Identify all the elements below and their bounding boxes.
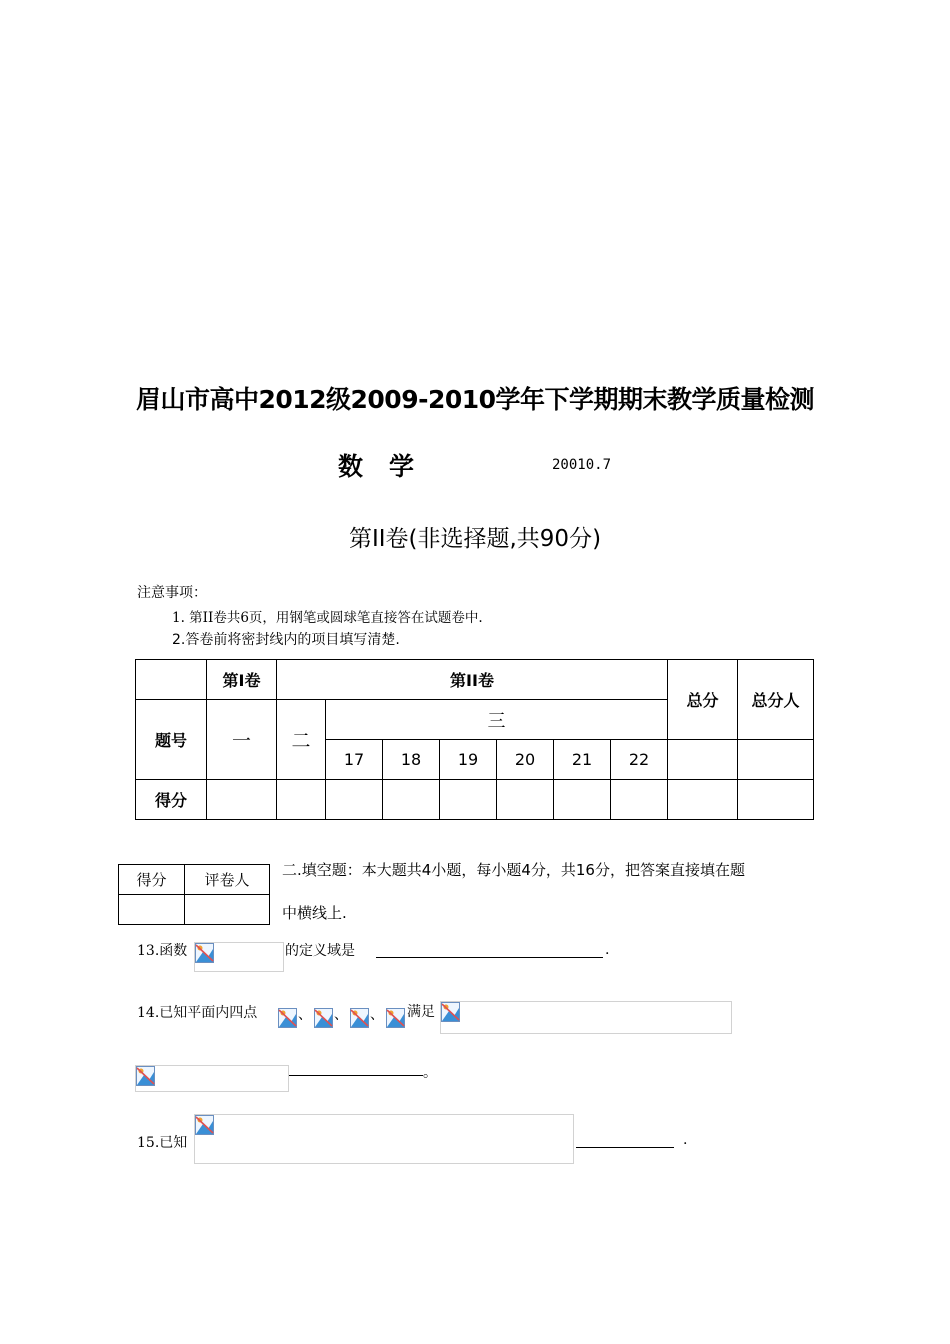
- qnum-cell: 20: [497, 740, 554, 780]
- note-item: 1. 第II卷共6页，用钢笔或圆球笔直接答在试题卷中.: [172, 610, 483, 626]
- score-cell: [277, 780, 326, 820]
- formula-image: [135, 1065, 289, 1092]
- section2-instructions: 二.填空题：本大题共4小题，每小题4分，共16分，把答案直接填在题: [282, 861, 745, 879]
- score-table: [135, 659, 814, 820]
- q14-prefix: 14.已知平面内四点: [137, 1005, 258, 1021]
- total-header: 总分: [668, 660, 738, 740]
- exam-date: 20010.7: [552, 457, 612, 473]
- vol1-header: 第I卷: [207, 660, 277, 700]
- score-cell: [440, 780, 497, 820]
- score-label: 得分: [136, 780, 207, 820]
- q14-end: 。: [423, 1065, 437, 1081]
- section1-cell: 一: [207, 700, 277, 780]
- q14-separator: 、: [370, 1007, 384, 1023]
- grader-score-label: 得分: [119, 865, 185, 895]
- q13-prefix: 13.函数: [137, 943, 188, 959]
- q14-separator: 、: [334, 1007, 348, 1023]
- broken-image-icon: [314, 1008, 333, 1028]
- section3-cell: 三: [326, 700, 668, 740]
- notes-heading: 注意事项：: [137, 585, 207, 601]
- q14-mid: 满足: [407, 1004, 435, 1020]
- exam-title: 眉山市高中2012级2009-2010学年下学期期末教学质量检测: [135, 385, 815, 414]
- formula-image: [440, 1001, 732, 1034]
- q14-separator: 、: [298, 1007, 312, 1023]
- grader-cell: [185, 895, 270, 925]
- grader-box: [118, 864, 270, 925]
- scorer-value-cell: [738, 740, 814, 780]
- qnum-cell: 21: [554, 740, 611, 780]
- qnum-cell: 18: [383, 740, 440, 780]
- qnum-cell: 22: [611, 740, 668, 780]
- volume-title: 第II卷(非选择题,共90分): [348, 526, 602, 552]
- section2-instructions-cont: 中横线上.: [282, 904, 347, 922]
- q13-suffix: 的定义域是: [285, 943, 355, 959]
- score-cell: [207, 780, 277, 820]
- total-value-cell: [668, 740, 738, 780]
- q15-answer-blank: [576, 1147, 674, 1148]
- broken-image-icon: [278, 1008, 297, 1028]
- section2-cell: 二: [277, 700, 326, 780]
- score-cell: [554, 780, 611, 820]
- score-cell: [497, 780, 554, 820]
- note-item: 2.答卷前将密封线内的项目填写清楚.: [172, 632, 400, 648]
- broken-image-icon: [350, 1008, 369, 1028]
- subject-title: 数学: [338, 452, 441, 481]
- broken-image-icon: [441, 1002, 460, 1022]
- q13-answer-blank: [376, 957, 603, 958]
- scorer-header: 总分人: [738, 660, 814, 740]
- q14-answer-blank: [289, 1075, 423, 1076]
- broken-image-icon: [136, 1066, 155, 1086]
- score-cell: [668, 780, 738, 820]
- qnum-cell: 17: [326, 740, 383, 780]
- score-cell: [383, 780, 440, 820]
- broken-image-icon: [386, 1008, 405, 1028]
- broken-image-icon: [195, 1115, 214, 1135]
- formula-image: [194, 1114, 574, 1164]
- score-cell: [326, 780, 383, 820]
- score-cell: [611, 780, 668, 820]
- qnum-cell: 19: [440, 740, 497, 780]
- empty-cell: [136, 660, 207, 700]
- qnum-label: 题号: [136, 700, 207, 780]
- q15-prefix: 15.已知: [137, 1135, 188, 1151]
- score-cell: [738, 780, 814, 820]
- q15-period: .: [683, 1132, 688, 1148]
- grader-score-cell: [119, 895, 185, 925]
- q13-period: .: [605, 942, 610, 958]
- vol2-header: 第II卷: [277, 660, 668, 700]
- broken-image-icon: [195, 943, 214, 963]
- grader-label: 评卷人: [185, 865, 270, 895]
